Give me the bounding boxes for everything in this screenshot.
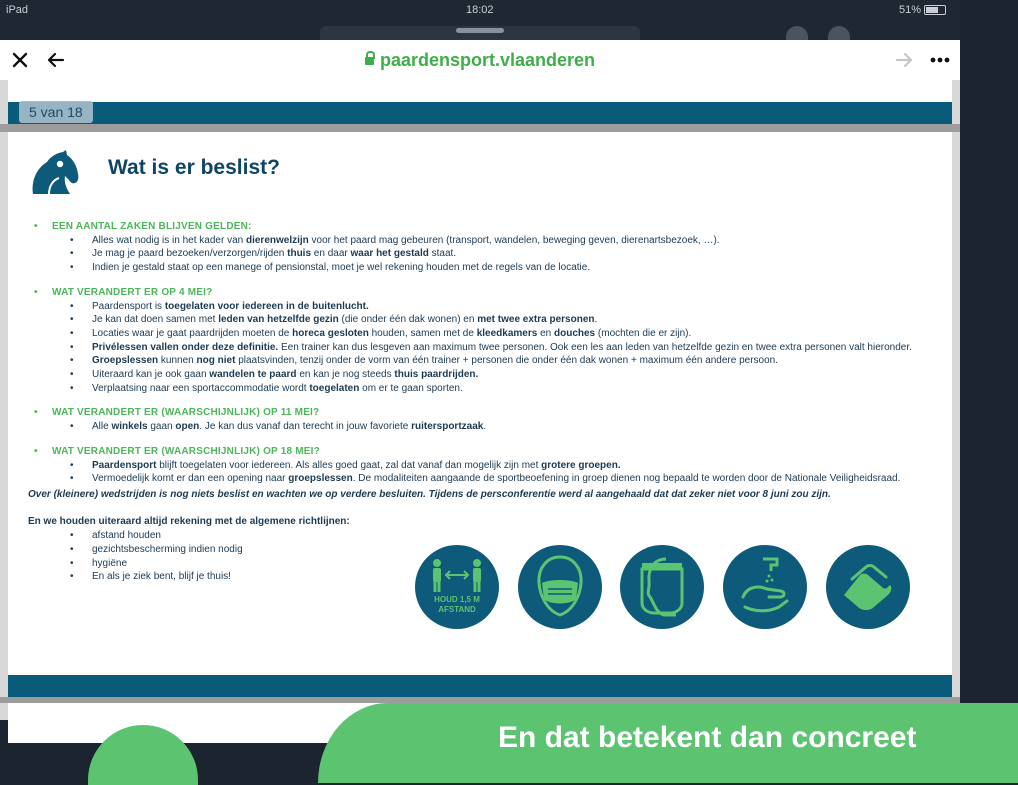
- emphasis: Groepslessen: [92, 355, 159, 367]
- battery-percent: 51%: [898, 4, 921, 16]
- url-bar[interactable]: [0, 50, 960, 71]
- list-item: • Indien je gestald staat op een manege of pensionstal, moet je wel rekening houden met de regels van de locatie.: [92, 261, 928, 275]
- page-footer-band: [8, 675, 952, 697]
- sections: [28, 220, 928, 486]
- document-viewer[interactable]: [0, 80, 960, 754]
- face-shield-icon: [620, 545, 704, 629]
- face-shield-pictogram: [620, 545, 704, 629]
- list-item: • Alle winkels gaan open. Je kan dus vanaf dan terecht in jouw favoriete ruitersportzaak.: [92, 420, 928, 434]
- next-page-preview: [8, 703, 952, 754]
- battery-icon: [924, 5, 946, 15]
- next-page-title: En dat betekent dan concreet: [498, 721, 917, 754]
- list-item: • Je mag je paard bezoeken/verzorgen/rijden thuis en daar waar het gestald staat.: [92, 247, 928, 261]
- emphasis: Paardensport: [92, 459, 157, 471]
- emphasis: open: [175, 421, 200, 433]
- guideline-item: • En als je ziek bent, blijf je thuis!: [92, 570, 928, 584]
- emphasis: kleedkamers: [476, 327, 538, 339]
- emphasis: leden van hetzelfde gezin: [218, 314, 339, 326]
- list-item: • Alles wat nodig is in het kader van dierenwelzijn voor het paard mag gebeuren (transport, wandelen, beweging geven, dierenartsbezoek, …).: [92, 234, 928, 248]
- emphasis: nog niet: [196, 355, 236, 367]
- list-item: • Verplaatsing naar een sportaccommodatie wordt toegelaten om er te gaan sporten.: [92, 382, 928, 396]
- device-label: iPad: [6, 4, 29, 16]
- section-heading: • EEN AANTAL ZAKEN BLIJVEN GELDEN:: [28, 220, 928, 234]
- emphasis: grotere groepen.: [541, 459, 621, 471]
- list-item: • Privélessen vallen onder deze definitie. Een trainer kan dus lesgeven aan maximum twee personen. Ook een les aan leden van hetzelfde gezin en twee extra personen valt hieronder.: [92, 341, 928, 355]
- section-heading: • WAT VERANDERT ER (WAARSCHIJNLIJK) OP 18 MEI?: [28, 445, 928, 459]
- forward-arrow-icon[interactable]: [892, 48, 916, 72]
- document-page: [8, 132, 952, 682]
- emphasis: thuis: [287, 248, 312, 260]
- section-list: [28, 459, 928, 486]
- next-page-green-circle: [88, 725, 198, 785]
- previous-page-bottom: [8, 80, 952, 102]
- emphasis: groepslessen: [288, 473, 353, 485]
- distance-pictogram: [415, 545, 499, 629]
- browser-sheet: [0, 40, 960, 754]
- gloves-pictogram: [826, 545, 910, 629]
- section-list: [28, 234, 928, 275]
- sheet-grabber[interactable]: [456, 28, 504, 33]
- guideline-item: • afstand houden: [92, 529, 928, 543]
- guideline-item: • gezichtsbescherming indien nodig: [92, 543, 928, 557]
- guideline-item: • hygiëne: [92, 557, 928, 571]
- section-heading: • WAT VERANDERT ER (WAARSCHIJNLIJK) OP 11 MEI?: [28, 406, 928, 420]
- url-text: paardensport.vlaanderen: [379, 50, 596, 70]
- emphasis: horeca gesloten: [292, 327, 369, 339]
- section-heading: • WAT VERANDERT ER OP 4 MEI?: [28, 286, 928, 300]
- list-item: • Paardensport is toegelaten voor iedereen in de buitenlucht.: [92, 300, 928, 314]
- more-options-icon[interactable]: [928, 48, 952, 72]
- general-guidelines-title: En we houden uiteraard altijd rekening met de algemene richtlijnen:: [28, 515, 350, 527]
- emphasis: thuis paardrijden.: [394, 369, 479, 381]
- face-mask-icon: [518, 545, 602, 629]
- list-item: • Locaties waar je gaat paardrijden moeten de horeca gesloten houden, samen met de kleedkamers en douches (mochten die er zijn).: [92, 327, 928, 341]
- emphasis: ruitersportzaak: [411, 421, 484, 433]
- section-list: [28, 420, 928, 434]
- emphasis: toegelaten voor iedereen in de buitenlucht.: [164, 300, 369, 312]
- page-title: Wat is er beslist?: [108, 156, 280, 179]
- list-item: • Vermoedelijk komt er dan een opening naar groepslessen. De modaliteiten aangaande de sportbeoefening in groep dienen nog bepaald te worden door de Nationale Veiligheidsraad.: [92, 472, 928, 486]
- emphasis: douches: [554, 327, 596, 339]
- list-item: • Paardensport blijft toegelaten voor iedereen. Als alles goed gaat, zal dat vanaf dan mogelijk zijn met grotere groepen.: [92, 459, 928, 473]
- page-indicator: 5 van 18: [19, 101, 93, 123]
- horse-logo-icon: [29, 150, 81, 196]
- list-item: • Groepslessen kunnen nog niet plaatsvinden, tenzij onder de vorm van één trainer + personen die onder één dak wonen + maximum één andere persoon.: [92, 354, 928, 368]
- page-separator: [0, 124, 960, 132]
- competition-note: Over (kleinere) wedstrijden is nog niets beslist en wachten we op verdere besluiten. Tijdens de persconferentie werd al aangehaald dat dat zeker niet voor 8 juni zou zijn.: [28, 488, 831, 500]
- emphasis: dierenwelzijn: [245, 234, 309, 246]
- browser-toolbar: [0, 40, 960, 80]
- list-item: • Je kan dat doen samen met leden van hetzelfde gezin (die onder één dak wonen) en met twee extra personen.: [92, 313, 928, 327]
- handwash-pictogram: [723, 545, 807, 629]
- emphasis: toegelaten: [309, 382, 360, 394]
- section-list: [28, 300, 928, 396]
- distance-text: HOUD 1,5 M AFSTAND: [434, 595, 480, 614]
- emphasis: met twee extra personen: [477, 314, 595, 326]
- mask-pictogram: [518, 545, 602, 629]
- emphasis: winkels: [111, 421, 148, 433]
- list-item: • Uiteraard kan je ook gaan wandelen te paard en kan je nog steeds thuis paardrijden.: [92, 368, 928, 382]
- previous-page-footer-band: [8, 102, 952, 124]
- emphasis: wandelen te paard: [209, 369, 297, 381]
- emphasis: waar het gestald: [350, 248, 429, 260]
- gloves-icon: [826, 545, 910, 629]
- battery-status: [899, 4, 946, 16]
- social-distance-icon: [415, 545, 499, 629]
- decisions-content: [28, 220, 928, 584]
- hand-washing-icon: [723, 545, 807, 629]
- clock: 18:02: [466, 4, 494, 16]
- emphasis: Privélessen vallen onder deze definitie.: [92, 341, 279, 353]
- lock-icon: [365, 57, 374, 65]
